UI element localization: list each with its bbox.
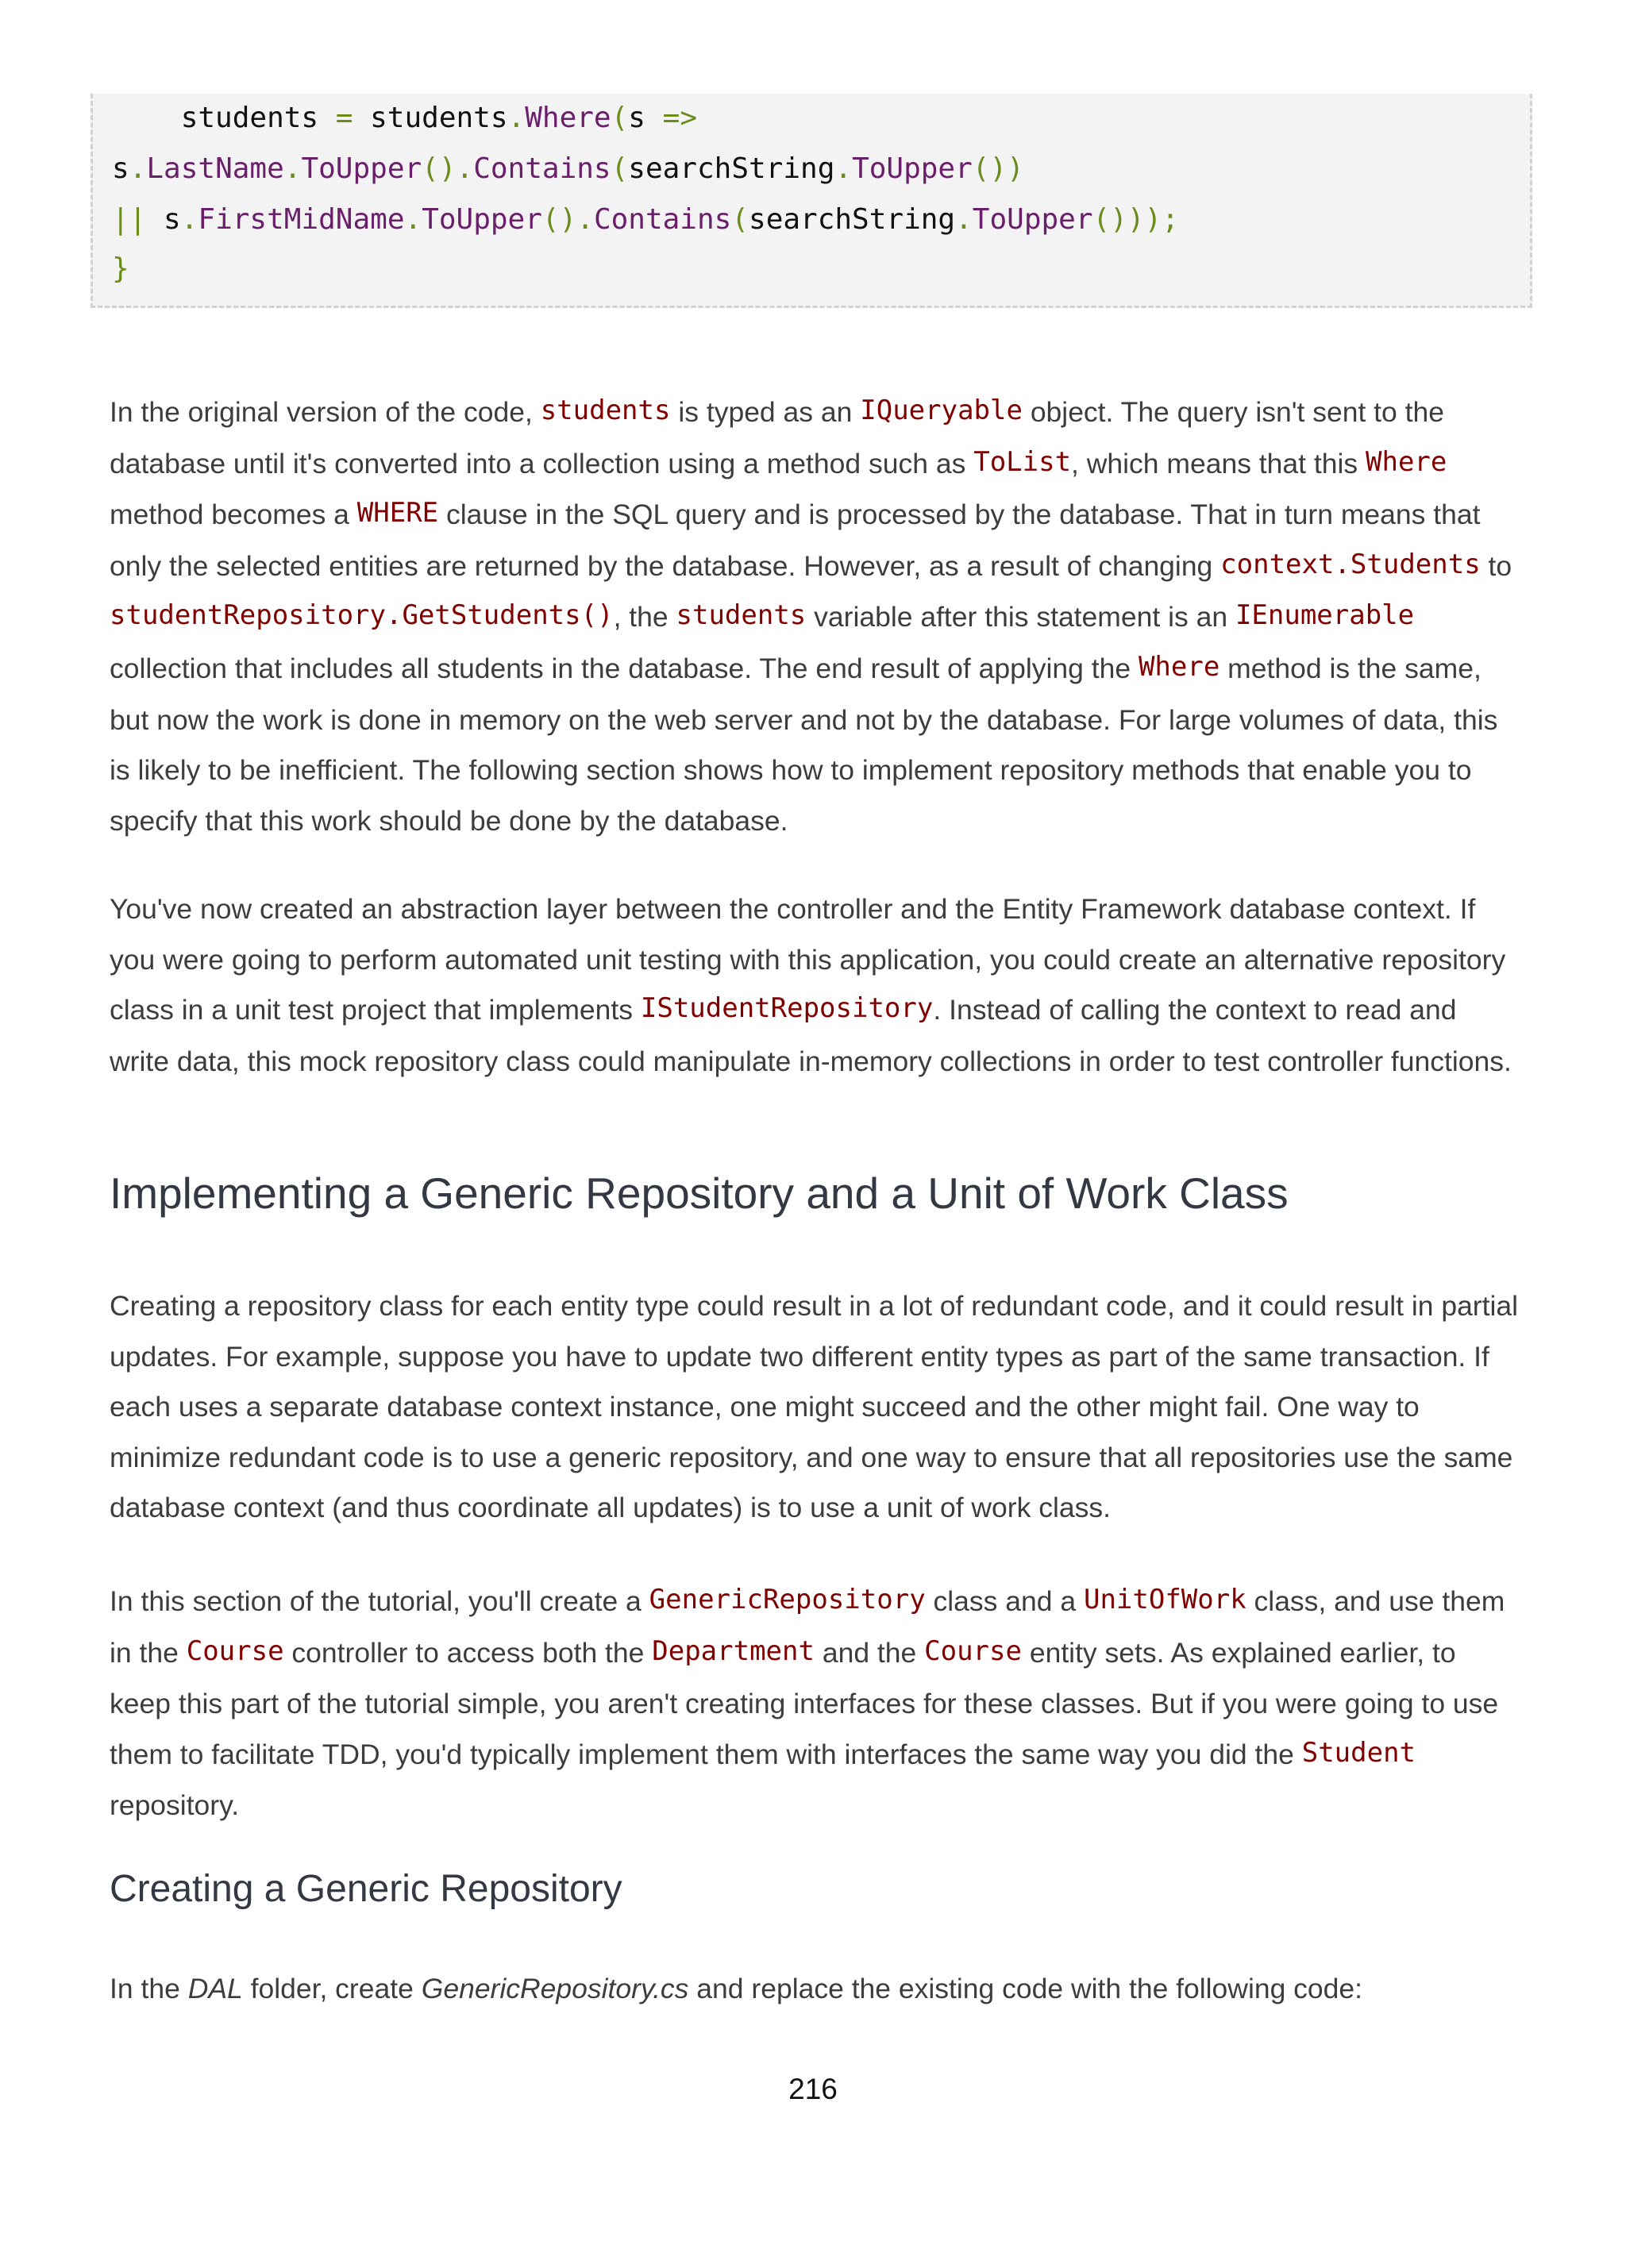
text-run: method becomes a <box>110 499 357 531</box>
text-run: In this section of the tutorial, you'll create a <box>110 1585 649 1617</box>
text-run: and replace the existing code with the following code: <box>688 1973 1363 2004</box>
text-run: and the <box>814 1636 925 1669</box>
subsection-heading: Creating a Generic Repository <box>110 1868 622 1910</box>
code-token: s <box>112 152 129 185</box>
code-token: ( <box>611 152 629 185</box>
code-line <box>112 151 1024 187</box>
code-token: ())); <box>1092 203 1179 236</box>
file-name: GenericRepository.cs <box>421 1973 689 2004</box>
page-number: 216 <box>788 2073 838 2105</box>
code-token: . <box>283 152 302 185</box>
inline-code: students <box>676 599 807 632</box>
inline-code: Course <box>186 1635 284 1667</box>
code-token: searchString <box>749 203 956 236</box>
text-run: object. The query isn't sent to the database until it's converted into a collection using a method such as <box>110 396 1444 479</box>
inline-code: GenericRepository <box>649 1584 926 1615</box>
code-token: s <box>146 203 181 236</box>
code-line <box>112 100 697 137</box>
code-token: ( <box>611 102 629 134</box>
code-token: = <box>335 102 353 134</box>
text-run: entity sets. As explained earlier, to keep this part of the tutorial simple, you aren't creating interfaces for these classes. But if you were going to use them to facilitate TDD, you'd typically implement them with interfaces the same way you did the <box>110 1636 1499 1770</box>
folder-name: DAL <box>187 1973 243 2004</box>
code-token: Where <box>525 102 611 134</box>
inline-code: IStudentRepository <box>640 992 934 1025</box>
text-run: In the original version of the code, <box>110 396 541 428</box>
code-line <box>112 251 129 287</box>
inline-code: studentRepository.GetStudents() <box>110 599 614 632</box>
code-token: s <box>628 102 663 134</box>
text-run: method is the same, but now the work is done in memory on the web server and not by the database. For large volumes of data, this is likely to be inefficient. The following section shows how to implement repository methods that enable you to specify that this work should be done by the database. <box>110 652 1498 837</box>
text-run: variable after this statement is an <box>806 601 1235 633</box>
inline-code: Student <box>1301 1736 1416 1769</box>
inline-code: Where <box>1366 445 1447 478</box>
paragraph-dal-instruction <box>110 1964 1523 2015</box>
code-token: ()) <box>972 152 1024 185</box>
inline-code: ToList <box>973 445 1072 478</box>
code-token: => <box>662 102 697 134</box>
inline-code: Course <box>924 1635 1022 1667</box>
inline-code: WHERE <box>356 497 439 529</box>
inline-code: context.Students <box>1220 548 1481 580</box>
code-token: searchString <box>628 152 835 185</box>
code-token: ToUpper <box>852 152 973 185</box>
inline-code: Where <box>1138 650 1220 683</box>
paragraph-redundant-code: Creating a repository class for each entity type could result in a lot of redundant code, and it could result in partial updates. For example, suppose you have to update two different entity types as part of the same transaction. If each uses a separate database context instance, one might succeed and the other might fail. One way to minimize redundant code is to use a generic repository, and one way to ensure that all repositories use the same database context (and thus coordinate all updates) is to use a unit of work class. <box>110 1290 1519 1524</box>
text-run: is typed as an <box>670 396 861 428</box>
code-token: . <box>834 152 853 185</box>
code-token: Contains <box>473 152 611 185</box>
code-token: ToUpper <box>301 152 422 185</box>
inline-code: IQueryable <box>860 395 1023 426</box>
code-token: . <box>180 203 198 236</box>
inline-code: UnitOfWork <box>1083 1584 1246 1615</box>
code-token: ( <box>731 203 749 236</box>
paragraph-iqueryable-explanation <box>110 387 1523 846</box>
paragraph-abstraction-layer <box>110 884 1523 1087</box>
text-run: folder, create <box>242 1973 422 2004</box>
code-token: . <box>507 102 526 134</box>
text-run: clause in the SQL query and is processed by the database. That in turn means that only the selected entities are returned by the database. However, as a result of changing <box>110 499 1481 582</box>
text-run: You've now created an abstraction layer between the controller and the Entity Framework database context. If you were going to perform automated unit testing with this application, you could create an alternative repository class in a unit test project that implements <box>110 893 1506 1026</box>
code-token: ToUpper <box>422 203 542 236</box>
code-token: . <box>129 152 147 185</box>
inline-code: Department <box>652 1635 815 1667</box>
code-token: LastName <box>146 152 284 185</box>
text-run: . Instead of calling the context to read and write data, this mock repository class could manipulate in-memory collections in order to test controller functions. <box>110 994 1512 1077</box>
text-run: In the <box>110 1973 188 2004</box>
code-token: . <box>404 203 422 236</box>
code-token: } <box>112 252 129 285</box>
text-run: class and a <box>925 1585 1084 1617</box>
code-token: Contains <box>593 203 732 236</box>
code-block <box>91 94 1532 308</box>
inline-code: students <box>540 395 671 426</box>
section-heading: Implementing a Generic Repository and a Unit of Work Class <box>110 1169 1289 1218</box>
code-token: FirstMidName <box>198 203 405 236</box>
code-token: (). <box>422 152 474 185</box>
code-token: (). <box>541 203 594 236</box>
text-run: to <box>1480 549 1512 582</box>
code-token: students <box>353 102 508 134</box>
code-line <box>112 202 1179 238</box>
text-run: repository. <box>110 1789 240 1822</box>
inline-code: IEnumerable <box>1235 599 1415 632</box>
text-run: , which means that this <box>1071 447 1366 479</box>
text-run: , the <box>613 601 676 633</box>
code-token: || <box>112 203 147 236</box>
code-token: ToUpper <box>972 203 1093 236</box>
code-token: . <box>955 203 973 236</box>
text-run: controller to access both the <box>283 1636 653 1669</box>
paragraph-section-overview <box>110 1577 1523 1831</box>
text-run: class, and use them in the <box>110 1585 1505 1669</box>
text-run: collection that includes all students in the database. The end result of applying the <box>110 652 1139 684</box>
code-token: students <box>112 102 336 134</box>
